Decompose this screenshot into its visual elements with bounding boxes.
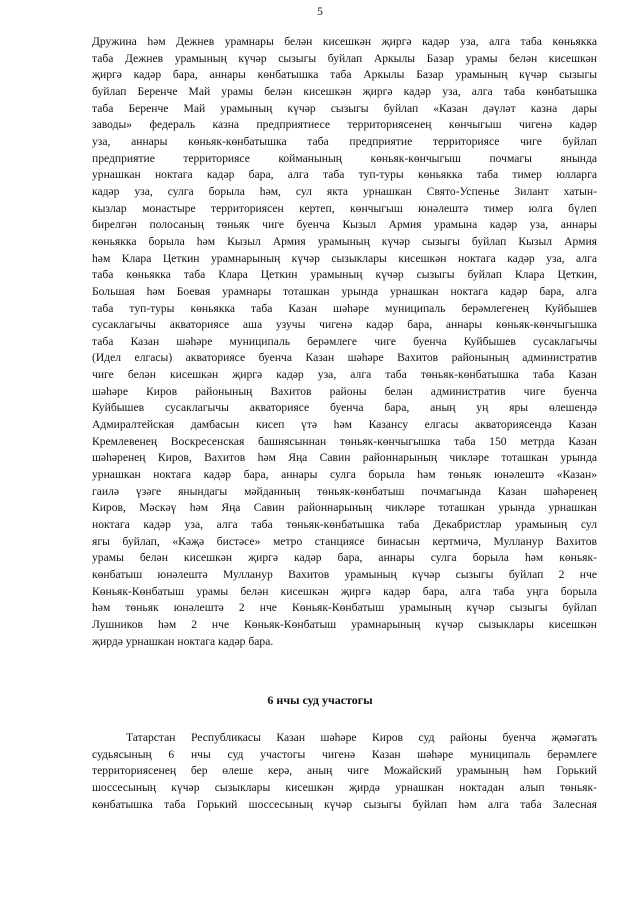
paragraph-line: предприятие территориясе койманының көньяк-көнчыгыш почмагы янында (92, 151, 597, 165)
paragraph-line: урнашкан ноктага кадәр бара, аннары сулга борыла һәм төньяк юнәлештә «Казан» (92, 468, 597, 482)
paragraph-line: урамы белән кисешкән җиргә кадәр бара, аннары сулга борыла һәм көньяк- (92, 551, 597, 565)
paragraph-line: көнбатыш юнәлештә Мулланур Вахитов урамының күчәр сызыгы буйлап 2 нче (92, 568, 597, 581)
paragraph-line: таба Дежнев урамының күчәр сызыгы буйлап Аркылы Базар урамы белән кисешкән (92, 51, 597, 65)
paragraph-line: һәм төньяк юнәлештә 2 нче Көньяк-Көнбатыш урамының күчәр сызыгы буйлап (92, 601, 597, 615)
paragraph-line: шоссесының күчәр сызыклары кисешкән җирдә урнашкан ноктадан алып төньяк- (92, 780, 597, 794)
page-number: 5 (317, 6, 323, 18)
paragraph-line: шәһәренең Киров, Вахитов һәм Яңа Савин районнарының чикләре тоташкан урында (92, 451, 597, 465)
paragraph-line: шәһәре Киров районының Вахитов районы белән административ чиге буенча (92, 384, 597, 398)
paragraph-line: Большая һәм Боевая урамнары тоташкан урында урнашкан ноктага кадәр бара, алга (92, 284, 597, 298)
paragraph-line: ягы буйлап, «Кәҗә бистәсе» метро станциясе бинасын кертмичә, Мулланур Вахитов (92, 534, 597, 548)
paragraph-line: ноктага кадәр уза, алга таба төньяк-көнбатышка таба Декабристлар урамының сул (92, 518, 597, 532)
paragraph-line: судьясының 6 нчы суд участогы чигенә Казан шәһәре муниципаль берәмлеге (92, 747, 597, 761)
paragraph-line: Дружина һәм Дежнев урамнары белән кисешкән җиргә кадәр уза, алга таба көньякка (92, 35, 597, 48)
paragraph-line: урнашкан ноктага кадәр бара, алга таба туп-туры көньякка таба тимер юлларга (92, 168, 597, 182)
paragraph-1 (92, 34, 597, 650)
paragraph-line: таба Беренче Май урамының күчәр сызыгы буйлап «Казан дәүләт казна дары (92, 101, 597, 115)
paragraph-line: Киров, Мәскәү һәм Яңа Савин районнарының чикләре тоташкан урында урнашкан (92, 501, 597, 515)
paragraph-line: Көньяк-Көнбатыш урамы белән кисешкән җиргә кадәр бара, алга таба уңга борыла (92, 584, 597, 598)
paragraph-line: заводы» федераль казна предприятиесе территориясенең көнчыгыш чигенә кадәр (92, 118, 597, 132)
paragraph-line: таба туп-туры көньякка таба Казан шәһәре муниципаль берәмлегенең Куйбышев (92, 301, 597, 315)
paragraph-line: көнбатышка таба Горький шоссесының күчәр сызыгы буйлап һәм алга таба Залесная (92, 797, 597, 811)
paragraph-line: таба Казан шәһәре муниципаль берәмлеге чиге буенча Куйбышев сусаклагычы (92, 334, 597, 348)
paragraph-line: (Идел елгасы) акваториясе буенча Казан шәһәре Вахитов районының административ (92, 351, 597, 365)
paragraph-line: чиге белән кисешкән җиргә кадәр уза, алга таба төньяк-көнбатышка таба Казан (92, 368, 597, 382)
paragraph-line: Лушников һәм 2 нче Көньяк-Көнбатыш урамнарының күчәр сызыклары кисешкән (92, 617, 597, 631)
paragraph-line: Татарстан Республикасы Казан шәһәре Киров суд районы буенча җәмәгать (126, 731, 597, 744)
paragraph-line: территориясенең бер өлеше керә, аның чиге Можайский урамының һәм Горький (92, 764, 597, 778)
paragraph-line: кадәр уза, сулга борыла һәм, сул якта урнашкан Свято-Успенье Зилант хатын- (92, 184, 597, 198)
paragraph-line: җирдә урнашкан ноктага кадәр бара. (92, 634, 274, 648)
paragraph-line: кызлар монастыре территориясен кертеп, көнчыгыш юнәлештә тимер юлга бүлеп (92, 201, 597, 215)
paragraph-2 (92, 730, 597, 813)
paragraph-line: һәм Клара Цеткин урамнарының күчәр сызыклары кисешкән ноктага кадәр уза, алга (92, 251, 597, 265)
paragraph-line: таба көньякка таба Клара Цеткин урамының күчәр сызыгы буйлап Клара Цеткин, (92, 268, 597, 282)
paragraph-line: Куйбышев сусаклагычы акваториясе буенча бара, аның уң яры өлешендә (92, 401, 597, 415)
paragraph-line: уза, аннары көньяк-көнбатышка таба предприятие территориясе чиге буйлап (92, 134, 597, 148)
paragraph-line: Адмиралтейская дамбасын кисеп үтә һәм Казансу елгасы акваториясендә Казан (92, 418, 597, 432)
paragraph-line: җиргә кадәр бара, аннары көнбатышка таба Аркылы Базар урамының күчәр сызыгы (92, 68, 597, 82)
paragraph-line: гаилә үзәге янындагы мәйданның төньяк-көнбатыш почмагында Казан шәһәренең (92, 484, 597, 498)
paragraph-line: көньякка борыла һәм Кызыл Армия урамының күчәр сызыгы буйлап Кызыл Армия (92, 234, 597, 248)
paragraph-line: буйлап Беренче Май урамы белән кисешкән җиргә кадәр уза, алга таба көнбатышка (92, 84, 597, 98)
paragraph-line: бирелгән полосаның төньяк чиге буенча Кызыл Армия урамына кадәр уза, аннары (92, 218, 597, 232)
paragraph-line: Кремлевенең Воскресенская башнясыннан төньяк-көнчыгышка таба 150 метрда Казан (92, 434, 597, 448)
section-heading: 6 нчы суд участогы (267, 693, 373, 707)
paragraph-line: сусаклагычы акваториясе аша узучы чигенә кадәр бара, аннары көньяк-көнчыгышка (92, 318, 597, 332)
